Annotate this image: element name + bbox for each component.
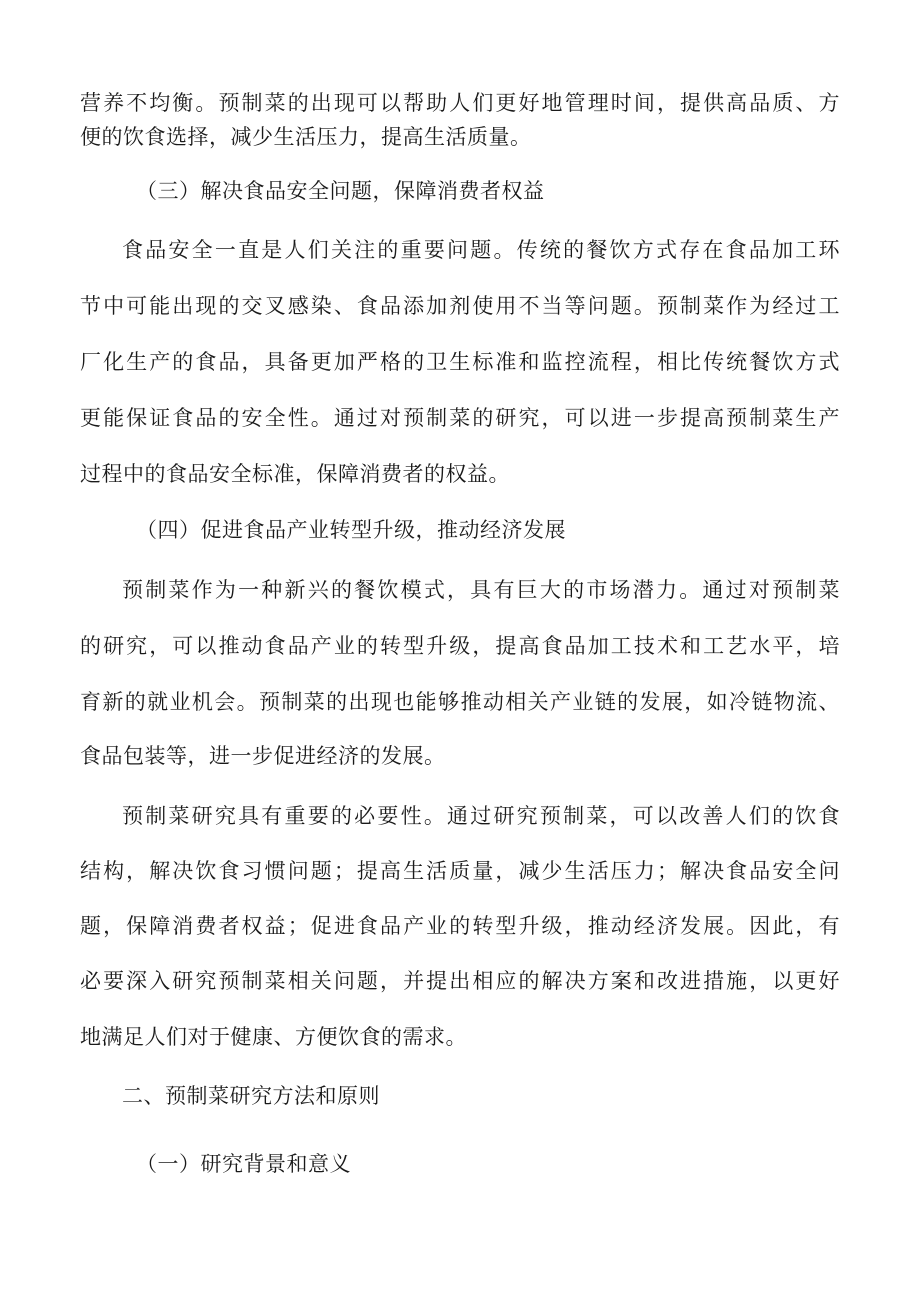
- paragraph-line: 题，保障消费者权益；促进食品产业的转型升级，推动经济发展。因此，有: [80, 914, 840, 938]
- paragraph-line: 食品包装等，进一步促进经济的发展。: [80, 744, 446, 768]
- paragraph-line: 更能保证食品的安全性。通过对预制菜的研究，可以进一步提高预制菜生产: [80, 406, 840, 430]
- section-heading: 二、预制菜研究方法和原则: [122, 1084, 380, 1108]
- paragraph-line: 预制菜作为一种新兴的餐饮模式，具有巨大的市场潜力。通过对预制菜: [122, 578, 840, 602]
- paragraph-line: 的研究，可以推动食品产业的转型升级，提高食品加工技术和工艺水平，培: [80, 634, 840, 658]
- paragraph-line: 节中可能出现的交叉感染、食品添加剂使用不当等问题。预制菜作为经过工: [80, 294, 840, 318]
- paragraph-line: 育新的就业机会。预制菜的出现也能够推动相关产业链的发展，如冷链物流、: [80, 690, 840, 714]
- paragraph-line: 食品安全一直是人们关注的重要问题。传统的餐饮方式存在食品加工环: [122, 238, 840, 262]
- paragraph-line: 预制菜研究具有重要的必要性。通过研究预制菜，可以改善人们的饮食: [122, 804, 840, 828]
- paragraph-line: 便的饮食选择，减少生活压力，提高生活质量。: [80, 125, 532, 149]
- section-subheading: （一）研究背景和意义: [136, 1152, 351, 1176]
- paragraph-line: 地满足人们对于健康、方便饮食的需求。: [80, 1025, 467, 1049]
- section-subheading: （三）解决食品安全问题，保障消费者权益: [136, 179, 545, 203]
- paragraph-line: 结构，解决饮食习惯问题；提高生活质量，减少生活压力；解决食品安全问: [80, 859, 840, 883]
- paragraph-line: 营养不均衡。预制菜的出现可以帮助人们更好地管理时间，提供高品质、方: [80, 91, 840, 115]
- paragraph-line: 过程中的食品安全标准，保障消费者的权益。: [80, 462, 510, 486]
- paragraph-line: 厂化生产的食品，具备更加严格的卫生标准和监控流程，相比传统餐饮方式: [80, 350, 840, 374]
- section-subheading: （四）促进食品产业转型升级，推动经济发展: [136, 518, 566, 542]
- paragraph-line: 必要深入研究预制菜相关问题，并提出相应的解决方案和改进措施，以更好: [80, 969, 840, 993]
